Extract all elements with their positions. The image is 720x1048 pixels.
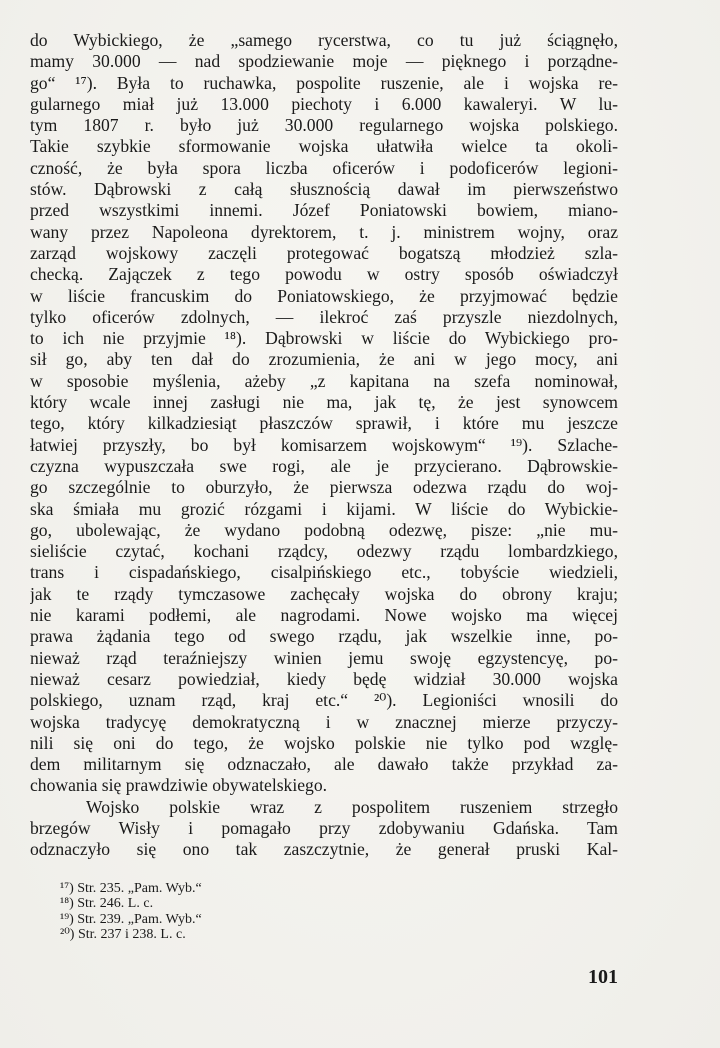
paragraph-start-line: Wojsko polskie wraz z pospolitem ruszeniem strzegło	[86, 796, 618, 817]
text-line: to ich nie przyjmie ¹⁸). Dąbrowski w liście do Wybickiego pro-	[30, 328, 618, 349]
text-line: Takie szybkie sformowanie wojska ułatwiła wielce ta okoli-	[30, 136, 618, 157]
text-line: tego, który kilkadziesiąt płaszczów sprawił, i które mu jeszcze	[30, 413, 618, 434]
footnote: ²⁰) Str. 237 i 238. L. c.	[60, 926, 186, 942]
text-line: gularnego miał już 13.000 piechoty i 6.000 kawaleryi. W lu-	[30, 93, 618, 114]
footnote: ¹⁷) Str. 235. „Pam. Wyb.“	[60, 881, 202, 896]
text-line: mamy 30.000 — nad spodziewanie moje — pięknego i porządne-	[30, 51, 618, 72]
body-text	[30, 30, 618, 861]
text-line: w sposobie myślenia, ażeby „z kapitana na szefa nominował,	[30, 370, 618, 391]
footnote: ¹⁸) Str. 246. L. c.	[60, 896, 154, 912]
text-line: nie karami podłemi, ale nagrodami. Nowe wojsko ma więcej	[30, 605, 618, 626]
footnote: ¹⁹) Str. 239. „Pam. Wyb.“	[60, 911, 202, 927]
text-line: czność, że była spora liczba oficerów i podoficerów legioni-	[30, 157, 618, 178]
text-line: odznaczyło się ono tak zaszczytnie, że generał pruski Kal-	[30, 839, 618, 860]
text-line: nieważ cesarz powiedział, kiedy będę widział 30.000 wojska	[30, 668, 618, 689]
text-line: go“ ¹⁷). Była to ruchawka, pospolite ruszenie, ale i wojska re-	[30, 72, 618, 93]
text-line: czyzna wypuszczała swe rogi, ale je przycierano. Dąbrowskie-	[30, 455, 618, 476]
text-line: nieważ rząd teraźniejszy winien jemu swoję egzystencyę, po-	[30, 647, 618, 668]
text-line: polskiego, uznam rząd, kraj etc.“ ²⁰). Legioniści wnosili do	[30, 690, 618, 711]
text-line: trans i cispadańskiego, cisalpińskiego etc., tobyście wiedzieli,	[30, 562, 618, 583]
text-line: tym 1807 r. było już 30.000 regularnego wojska polskiego.	[30, 115, 618, 136]
text-line: checką. Zajączek z tego powodu w ostry sposób oświadczył	[30, 264, 618, 285]
text-line: nili się oni do tego, że wojsko polskie nie tylko pod wzglę-	[30, 732, 618, 753]
text-line: w liście francuskim do Poniatowskiego, że przyjmować będzie	[30, 285, 618, 306]
footnotes	[60, 881, 360, 942]
text-line: brzegów Wisły i pomagało przy zdobywaniu Gdańska. Tam	[30, 817, 618, 838]
text-line: zarząd wojskowy zaczęli protegować bogatszą młodzież szla-	[30, 242, 618, 263]
page-number: 101	[588, 966, 618, 988]
text-line: sił go, aby ten dał do zrozumienia, że ani w jego mocy, ani	[30, 349, 618, 370]
text-line: przed wszystkimi innemi. Józef Poniatowski bowiem, miano-	[30, 200, 618, 221]
text-line: do Wybickiego, że „samego rycerstwa, co tu już ściągnęło,	[30, 30, 618, 50]
text-line: sieliście czytać, kochani rządcy, odezwy rządu lombardzkiego,	[30, 541, 618, 562]
text-line: ska śmiała mu grozić rózgami i kijami. W liście do Wybickie-	[30, 498, 618, 519]
text-line: który wcale innej zasługi nie ma, jak tę, że jest synowcem	[30, 392, 618, 413]
text-line: stów. Dąbrowski z całą słusznością dawał im pierwszeństwo	[30, 179, 618, 200]
paragraph-end-line: chowania się prawdziwie obywatelskiego.	[30, 775, 328, 796]
text-line: tylko oficerów zdolnych, — ilekroć zaś przyszle niezdolnych,	[30, 306, 618, 327]
text-line: jak te rządy tymczasowe zachęcały wojska do obrony kraju;	[30, 583, 618, 604]
text-line: go, ubolewając, że wydano podobną odezwę, pisze: „nie mu-	[30, 519, 618, 540]
text-line: go szczególnie to oburzyło, że pierwsza odezwa rządu do woj-	[30, 477, 618, 498]
text-line: wojska tradycyę demokratyczną i w znacznej mierze przyczy-	[30, 711, 618, 732]
text-line: wany przez Napoleona dyrektorem, t. j. ministrem wojny, oraz	[30, 221, 618, 242]
text-line: łatwiej przyszły, bo był komisarzem wojskowym“ ¹⁹). Szlache-	[30, 434, 618, 455]
text-line: dem militarnym się odznaczało, ale dawało także przykład za-	[30, 754, 618, 775]
text-line: prawa żądania tego od swego rządu, jak wszelkie inne, po-	[30, 626, 618, 647]
